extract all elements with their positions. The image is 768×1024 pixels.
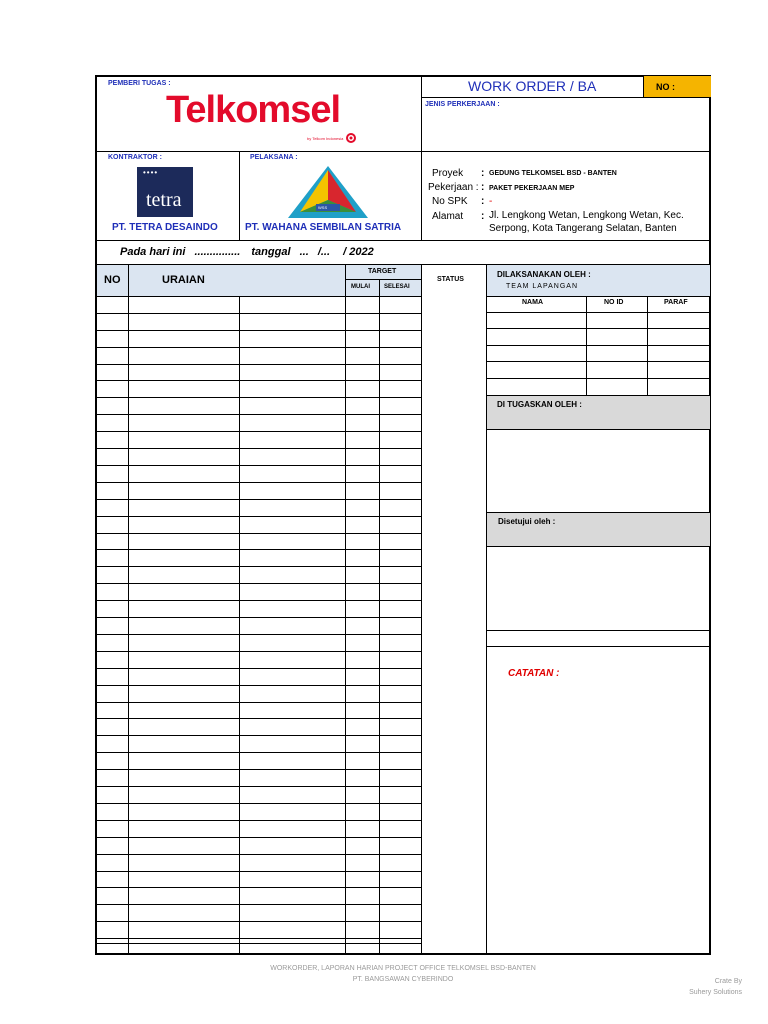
footer-right1: Crate By xyxy=(714,978,742,985)
title-bottom-line xyxy=(422,97,711,98)
table-row xyxy=(97,943,422,944)
alamat-colon: : xyxy=(481,211,485,222)
team-row2 xyxy=(487,328,710,329)
ditugaskan-label: DI TUGASKAN OLEH : xyxy=(497,400,582,409)
footer-line2: PT. BANGSAWAN CYBERINDO xyxy=(352,976,454,983)
nama-header: NAMA xyxy=(522,299,543,306)
tanggal-text: tanggal xyxy=(251,246,291,258)
tetra-logo-dots: •••• xyxy=(143,168,159,177)
catatan-label: CATATAN : xyxy=(508,668,560,679)
bulan-dots: /... xyxy=(317,246,331,258)
table-row xyxy=(97,330,422,331)
pada-hari-text: Pada hari ini xyxy=(120,246,186,258)
wss-logo-text: WSS xyxy=(318,205,328,210)
alamat-label: Alamat xyxy=(432,211,464,222)
table-row xyxy=(97,786,422,787)
date-line xyxy=(120,246,374,258)
target-sub-line xyxy=(345,279,421,280)
table-row xyxy=(97,735,422,736)
wss-triangle-logo xyxy=(286,164,370,220)
table-row xyxy=(97,668,422,669)
pekerjaan-value: PAKET PEKERJAAN MEP xyxy=(489,185,575,192)
hari-dots: ............... xyxy=(194,246,241,258)
footer-right2: Suhery Solutions xyxy=(689,989,742,996)
target-col-head-line xyxy=(345,265,346,296)
work-order-title: WORK ORDER / BA xyxy=(468,78,597,94)
disetujui-label: Disetujui oleh : xyxy=(498,517,556,526)
telkomsel-logo xyxy=(166,89,340,132)
tanggal-dots: ... xyxy=(299,246,309,258)
kontraktor-name: PT. TETRA DESAINDO xyxy=(112,222,218,233)
jenis-pekerjaan-label: JENIS PERKERJAAN : xyxy=(425,101,500,108)
table-row xyxy=(97,499,422,500)
table-row xyxy=(97,313,422,314)
table-row xyxy=(97,533,422,534)
table-row xyxy=(97,871,422,872)
tetra-logo-text: tetra xyxy=(146,189,182,211)
table-row xyxy=(97,431,422,432)
table-row xyxy=(97,921,422,922)
table-row xyxy=(97,296,422,297)
band2-bottom-line xyxy=(97,240,711,241)
spk-value: - xyxy=(489,196,493,207)
table-row xyxy=(97,583,422,584)
mulai-col-head-line xyxy=(379,279,380,296)
team-row5 xyxy=(487,378,710,379)
spk-colon: : xyxy=(481,196,485,207)
table-row xyxy=(97,887,422,888)
table-row xyxy=(97,752,422,753)
table-row xyxy=(97,651,422,652)
pemberi-tugas-label: PEMBERI TUGAS : xyxy=(108,80,171,87)
table-row xyxy=(97,482,422,483)
table-row xyxy=(97,549,422,550)
status-header: STATUS xyxy=(437,276,464,283)
table-row xyxy=(97,465,422,466)
kontraktor-divider xyxy=(239,151,240,241)
tetra-logo xyxy=(137,167,193,217)
no-label: NO : xyxy=(656,82,675,92)
header-bottom-line xyxy=(97,151,711,152)
table-row xyxy=(97,718,422,719)
table-row xyxy=(97,685,422,686)
telkom-swirl-icon xyxy=(344,131,358,143)
grid-col-right-edge xyxy=(486,265,487,953)
tahun-text: / 2022 xyxy=(343,246,374,258)
table-row xyxy=(97,566,422,567)
telkomsel-logo-text: Telkomsel xyxy=(166,89,341,131)
spk-label: No SPK xyxy=(432,196,468,207)
pekerjaan-colon: : xyxy=(481,182,485,193)
table-row xyxy=(97,634,422,635)
uraian-header: URAIAN xyxy=(162,274,205,286)
table-row xyxy=(97,904,422,905)
dilaksanakan-label: DILAKSANAKAN OLEH : xyxy=(497,270,591,279)
table-row xyxy=(97,414,422,415)
proyek-value: GEDUNG TELKOMSEL BSD - BANTEN xyxy=(489,170,617,177)
mulai-header: MULAI xyxy=(351,284,370,290)
table-row xyxy=(97,938,422,939)
table-row xyxy=(97,803,422,804)
no-header: NO xyxy=(104,274,121,286)
kontraktor-label: KONTRAKTOR : xyxy=(108,154,162,161)
pekerjaan-label: Pekerjaan : xyxy=(428,182,479,193)
proyek-label: Proyek xyxy=(432,168,464,179)
table-row xyxy=(97,516,422,517)
header-divider xyxy=(421,76,422,241)
no-id-header: NO ID xyxy=(604,299,624,306)
no-col-head-line xyxy=(128,265,129,296)
alamat-line1: Jl. Lengkong Wetan, Lengkong Wetan, Kec. xyxy=(489,210,684,221)
table-row xyxy=(97,347,422,348)
pelaksana-name: PT. WAHANA SEMBILAN SATRIA xyxy=(245,222,402,233)
paraf-header: PARAF xyxy=(664,299,688,306)
table-row xyxy=(97,600,422,601)
team-lapangan-label: TEAM LAPANGAN xyxy=(506,283,578,290)
table-row xyxy=(97,769,422,770)
pelaksana-label: PELAKSANA : xyxy=(250,154,298,161)
table-row xyxy=(97,820,422,821)
footer-line1: WORKORDER, LAPORAN HARIAN PROJECT OFFICE TELKOMSEL BSD-BANTEN xyxy=(270,965,536,972)
alamat-line2: Serpong, Kota Tangerang Selatan, Banten xyxy=(489,223,677,234)
table-row xyxy=(97,854,422,855)
table-row xyxy=(97,617,422,618)
disetujui-bottom-line xyxy=(487,630,710,631)
team-row1 xyxy=(487,312,710,313)
table-row xyxy=(97,448,422,449)
telkomsel-logo-sub: by Telkom Indonesia xyxy=(307,136,344,141)
table-row xyxy=(97,364,422,365)
team-row4 xyxy=(487,361,710,362)
table-row xyxy=(97,380,422,381)
target-header: TARGET xyxy=(368,268,397,275)
table-row xyxy=(97,397,422,398)
table-row xyxy=(97,837,422,838)
catatan-top-line xyxy=(487,646,710,647)
selesai-header: SELESAI xyxy=(384,284,410,290)
no-box xyxy=(643,76,711,97)
status-col-head-line xyxy=(421,265,422,296)
proyek-colon: : xyxy=(481,168,485,179)
dilaksanakan-bottom-line xyxy=(487,296,710,297)
team-row3 xyxy=(487,345,710,346)
table-row xyxy=(97,702,422,703)
